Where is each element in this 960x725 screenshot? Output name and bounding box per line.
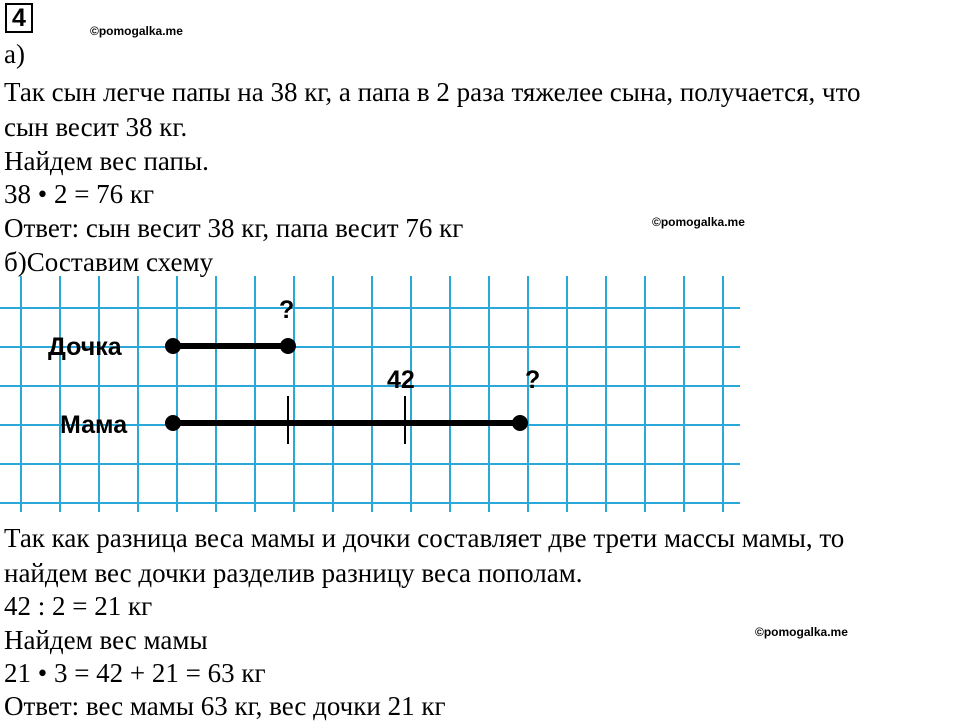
watermark: ©pomogalka.me [652,215,745,229]
part-a-line-2: сын весит 38 кг. [4,112,188,142]
task-number: 4 [5,3,33,33]
part-b-line-5: 21 • 3 = 42 + 21 = 63 кг [4,658,266,688]
part-b-answer: Ответ: вес мамы 63 кг, вес дочки 21 кг [4,691,446,721]
part-a-label: а) [4,39,25,69]
part-b-line-4: Найдем вес мамы [4,625,208,655]
mother-segment [165,396,528,444]
weight-scheme-diagram [0,276,740,512]
part-b-line-1: Так как разница веса мамы и дочки составляет две трети массы мамы, то [4,523,845,553]
part-a-line-4: 38 • 2 = 76 кг [4,179,155,209]
daughter-question-mark: ? [279,296,295,324]
daughter-label: Дочка [48,333,122,361]
part-b-line-2: найдем вес дочки разделив разницу веса пополам. [4,558,583,588]
daughter-segment [165,338,296,354]
mother-label: Мама [60,411,128,439]
mother-question-mark: ? [525,366,541,394]
watermark: ©pomogalka.me [90,24,183,38]
mother-segment-start-point [165,415,181,431]
part-b-label: б)Составим схему [4,247,214,277]
daughter-segment-end-point [280,338,296,354]
mother-segment-end-point [512,415,528,431]
part-a-line-3: Найдем вес папы. [4,146,209,176]
part-a-answer: Ответ: сын весит 38 кг, папа весит 76 кг [4,213,464,243]
watermark: ©pomogalka.me [755,625,848,639]
part-b-line-3: 42 : 2 = 21 кг [4,591,153,621]
grid-paper [0,276,740,512]
difference-value: 42 [387,366,415,394]
part-a-line-1: Так сын легче папы на 38 кг, а папа в 2 раза тяжелее сына, получается, что [4,77,861,107]
daughter-segment-start-point [165,338,181,354]
